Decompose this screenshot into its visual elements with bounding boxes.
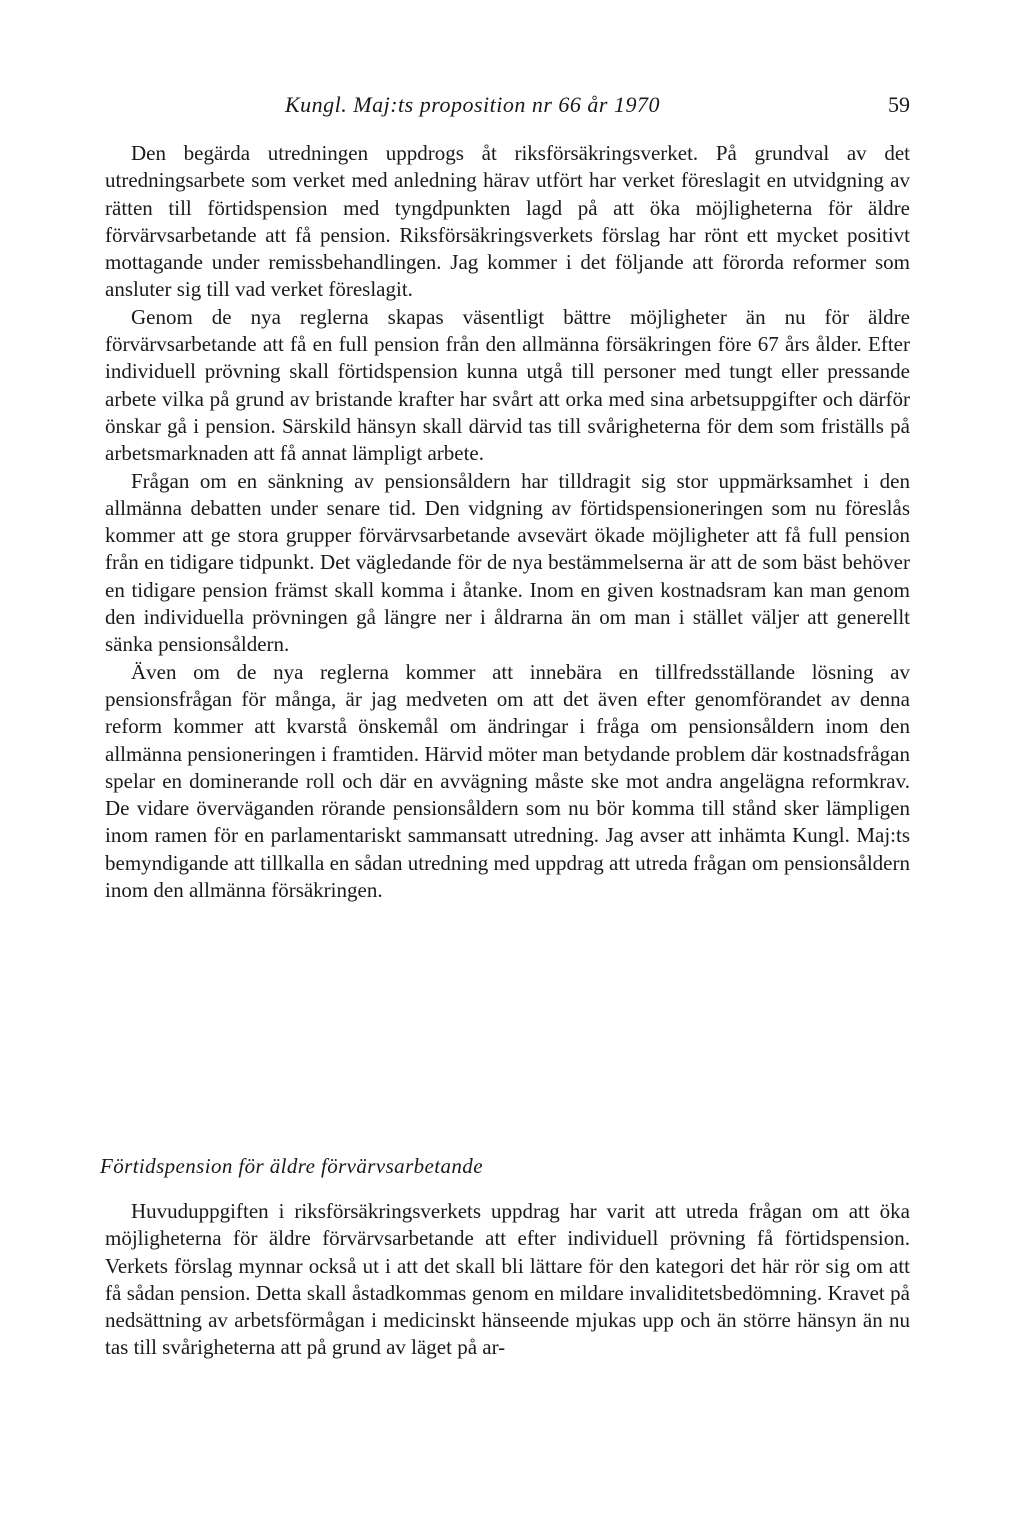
document-page (100, 0, 910, 1530)
section-paragraph: Huvuduppgiften i riksförsäkringsverkets uppdrag har varit att utreda frågan om att öka möjligheterna för äldre förvärvsarbetande att efter individuell prövning få förtidspension. Verkets förslag mynnar också ut i att det skall bli lättare för den kategori det här rör sig om att få sådan pension. Detta skall åstadkommas genom en mildare invaliditetsbedömning. Kravet på nedsättning av arbetsförmågan i medicinskt hänseende mjukas upp och än större hänsyn än nu tas till svårigheterna att på grund av läget på ar- (105, 1199, 910, 1360)
running-title: Kungl. Maj:ts proposition nr 66 år 1970 (285, 92, 660, 117)
running-head (105, 92, 910, 124)
paragraph: Genom de nya reglerna skapas väsentligt bättre möjligheter än nu för äldre förvärvsarbetande att få en full pension från den allmänna försäkringen före 67 års ålder. Efter individuell prövning skall förtidspension kunna utgå till personer med tungt eller pressande arbete vilka på grund av bristande krafter har svårt att orka med sina arbetsuppgifter och därför önskar gå i pension. Särskild hänsyn skall därvid tas till svårigheterna för dem som friställs på arbetsmarknaden att få annat lämpligt arbete. (105, 304, 910, 466)
section-heading: Förtidspension för äldre förvärvsarbetande (100, 1154, 483, 1178)
body-text (105, 140, 910, 904)
section (100, 1152, 910, 1362)
paragraph: Frågan om en sänkning av pensionsåldern har tilldragit sig stor uppmärksamhet i den allmänna debatten under senare tid. Den vidgning av förtidspensioneringen som nu föreslås kommer att ge stora grupper förvärvsarbetande avsevärt ökade möjligheter att få full pension från en tidigare tidpunkt. Det vägledande för de nya bestämmelserna är att de som bäst behöver en tidigare pension främst skall komma i åtanke. Inom en given kostnadsram kan man genom den individuella prövningen gå längre ner i åldrarna än om man i stället väljer att generellt sänka pensionsåldern. (105, 468, 910, 657)
paragraph: Den begärda utredningen uppdrogs åt riksförsäkringsverket. På grundval av det utredningsarbete som verket med anledning härav utfört har verket föreslagit en utvidgning av rätten till förtidspension med tyngdpunkten lagd på att öka möjligheterna för äldre förvärvsarbetande att få pension. Riksförsäkringsverkets förslag har rönt ett mycket positivt mottagande under remissbehandlingen. Jag kommer i det följande att förorda reformer som ansluter sig till vad verket föreslagit. (105, 141, 910, 302)
paragraph: Även om de nya reglerna kommer att innebära en tillfredsställande lösning av pensionsfrågan för många, är jag medveten om att det även efter genomförandet av denna reform kommer att kvarstå önskemål om ändringar i fråga om pensionsåldern inom den allmänna pensioneringen i framtiden. Härvid möter man betydande problem där kostnadsfrågan spelar en dominerande roll och där en avvägning måste ske mot andra angelägna reformkrav. De vidare överväganden rörande pensionsåldern som nu bör komma till stånd sker lämpligen inom ramen för en parlamentariskt sammansatt utredning. Jag avser att inhämta Kungl. Maj:ts bemyndigande att tillkalla en sådan utredning med uppdrag att utreda frågan om pensionsåldern inom den allmänna försäkringen. (105, 659, 910, 903)
page-number: 59 (888, 92, 910, 117)
